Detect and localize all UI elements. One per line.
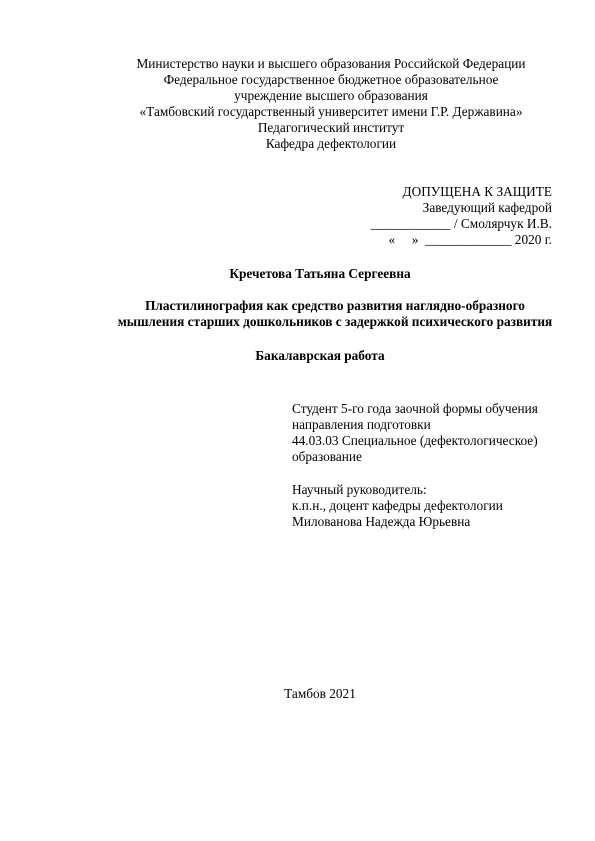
supervisor-name: Милованова Надежда Юрьевна — [292, 514, 471, 529]
approval-stamp: ДОПУЩЕНА К ЗАЩИТЕ — [402, 184, 552, 199]
header-line-ministry: Министерство науки и высшего образования Российской Федерации — [136, 56, 526, 71]
student-line-year: Студент 5-го года заочной формы обучения — [292, 401, 538, 416]
approval-block — [371, 184, 552, 248]
supervisor-degree: к.п.н., доцент кафедры дефектологии — [292, 498, 503, 513]
work-type: Бакалаврская работа — [255, 348, 385, 363]
header-line-university-name: «Тамбовский государственный университет имени Г.Р. Державина» — [139, 104, 523, 119]
approval-date-line: « » _____________ 2020 г. — [388, 232, 552, 247]
student-info — [292, 401, 538, 465]
supervisor-label: Научный руководитель: — [292, 482, 427, 497]
header-line-department: Кафедра дефектологии — [265, 136, 397, 151]
author-name: Кречетова Татьяна Сергеевна — [229, 266, 411, 281]
thesis-title-line-1: Пластилинография как средство развития наглядно-образного — [145, 298, 525, 313]
thesis-title — [70, 298, 595, 330]
student-line-direction: направления подготовки — [292, 417, 431, 432]
header-line-university-type: Федеральное государственное бюджетное образовательное — [163, 72, 499, 87]
header-line-institute: Педагогический институт — [257, 120, 405, 135]
institution-header — [95, 56, 567, 152]
supervisor-info — [292, 482, 503, 530]
student-line-code: 44.03.03 Специальное (дефектологическое) — [292, 433, 538, 448]
approval-signature-line: ____________ / Смолярчук И.В. — [370, 216, 552, 231]
city-year: Тамбов 2021 — [284, 686, 356, 701]
header-line-university-level: учреждение высшего образования — [234, 88, 428, 103]
approval-position: Заведующий кафедрой — [422, 200, 552, 215]
student-line-field: образование — [292, 449, 362, 464]
thesis-title-line-2: мышления старших дошкольников с задержкой психического развития — [117, 314, 553, 329]
